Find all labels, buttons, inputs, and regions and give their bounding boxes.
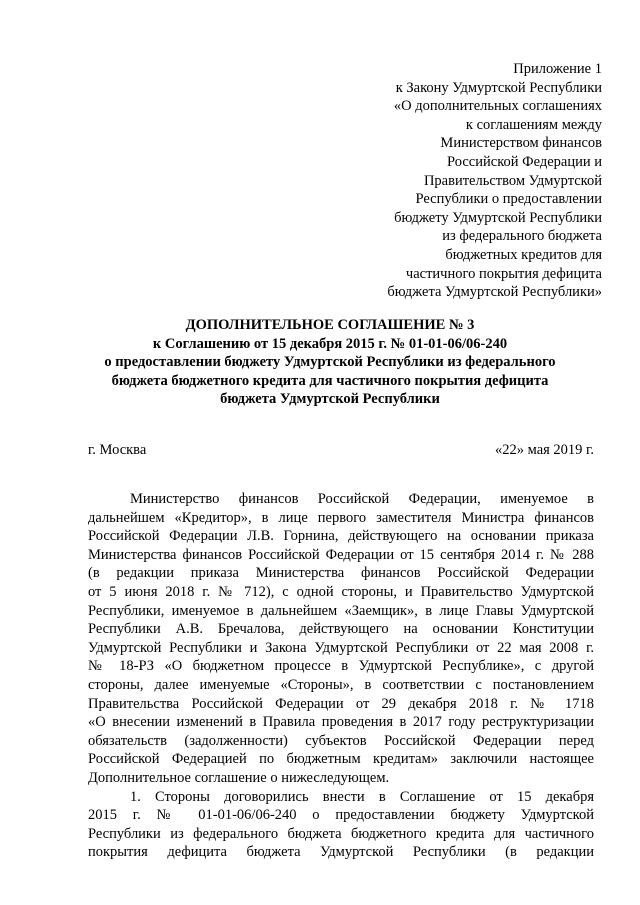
date-text: «22» мая 2019 г.: [495, 442, 594, 458]
body-line: Республики из федерального бюджета бюджетного кредита для частичного: [88, 825, 594, 842]
appendix-note: [302, 60, 602, 302]
body-line: (в редакции приказа Министерства финансов Российской Федерации: [88, 565, 594, 582]
body-line: Дополнительное соглашение о нижеследующем.: [88, 769, 390, 786]
body-line: обязательств (задолженности) субъектов Российской Федерации перед: [88, 732, 594, 749]
appendix-line: Министерством финансов: [440, 135, 602, 152]
appendix-line: к соглашениям между: [465, 116, 602, 133]
body-line: дальнейшем «Кредитор», в лице первого заместителя Министра финансов: [88, 509, 594, 526]
body-line: Министерства финансов Российской Федерации от 15 сентября 2014 г. № 288: [88, 546, 594, 563]
appendix-line: Правительством Удмуртской: [423, 172, 602, 189]
appendix-line: бюджета Удмуртской Республики»: [387, 284, 602, 301]
agreement-body: [88, 490, 594, 862]
body-line: Российской Федерацией по бюджетным кредитам» заключили настоящее: [88, 751, 594, 768]
body-line: Министерство финансов Российской Федерации, именуемое в: [130, 491, 594, 507]
appendix-line: Республики о предоставлении: [415, 191, 602, 208]
title-line: к Соглашению от 15 декабря 2015 г. № 01-01-06/06-240: [152, 335, 508, 352]
appendix-line: частичного покрытия дефицита: [405, 265, 602, 282]
body-line: «О внесении изменений в Правила проведения в 2017 году реструктуризации: [88, 714, 594, 731]
body-line: Республики, именуемое в дальнейшем «Заемщик», в лице Главы Удмуртской: [88, 602, 594, 619]
body-line: № 18-РЗ «О бюджетном процессе в Удмуртской Республике», с другой: [88, 658, 594, 675]
body-line: Правительства Российской Федерации от 29 декабря 2018 г. № 1718: [88, 695, 594, 712]
body-line: 1. Стороны договорились внести в Соглашение от 15 декабря: [130, 788, 594, 805]
place-text: г. Москва: [88, 442, 147, 458]
body-line: Республики А.В. Бречалова, действующего на основании Конституции: [88, 621, 594, 638]
title-line: бюджета бюджетного кредита для частичного покрытия дефицита: [111, 372, 549, 389]
appendix-line: из федерального бюджета: [442, 228, 602, 245]
appendix-line: «О дополнительных соглашениях: [393, 98, 602, 115]
title-line: бюджета Удмуртской Республики: [220, 391, 440, 408]
body-line: 2015 г. № 01-01-06/06-240 о предоставлении бюджету Удмуртской: [88, 807, 594, 824]
body-line: покрытия дефицита бюджета Удмуртской Республики (в редакции: [88, 844, 594, 861]
appendix-line: бюджетных кредитов для: [445, 246, 602, 263]
appendix-line: Российской Федерации и: [447, 153, 602, 170]
appendix-line: к Закону Удмуртской Республики: [395, 79, 602, 96]
appendix-line: бюджету Удмуртской Республики: [394, 209, 602, 226]
body-line: Российской Федерации Л.В. Горнина, действующего на основании приказа: [88, 528, 594, 545]
document-title: [60, 316, 600, 409]
title-line: ДОПОЛНИТЕЛЬНОЕ СОГЛАШЕНИЕ № 3: [185, 317, 475, 333]
body-line: стороны, далее именуемые «Стороны», в соответствии с постановлением: [88, 676, 594, 693]
body-line: от 5 июня 2018 г. № 712), с одной стороны, и Правительство Удмуртской: [88, 583, 594, 600]
title-line: о предоставлении бюджету Удмуртской Республики из федерального: [104, 354, 556, 371]
body-line: Удмуртской Республики и Закона Удмуртской Республики от 22 мая 2008 г.: [88, 639, 594, 656]
appendix-line: Приложение 1: [513, 61, 602, 77]
